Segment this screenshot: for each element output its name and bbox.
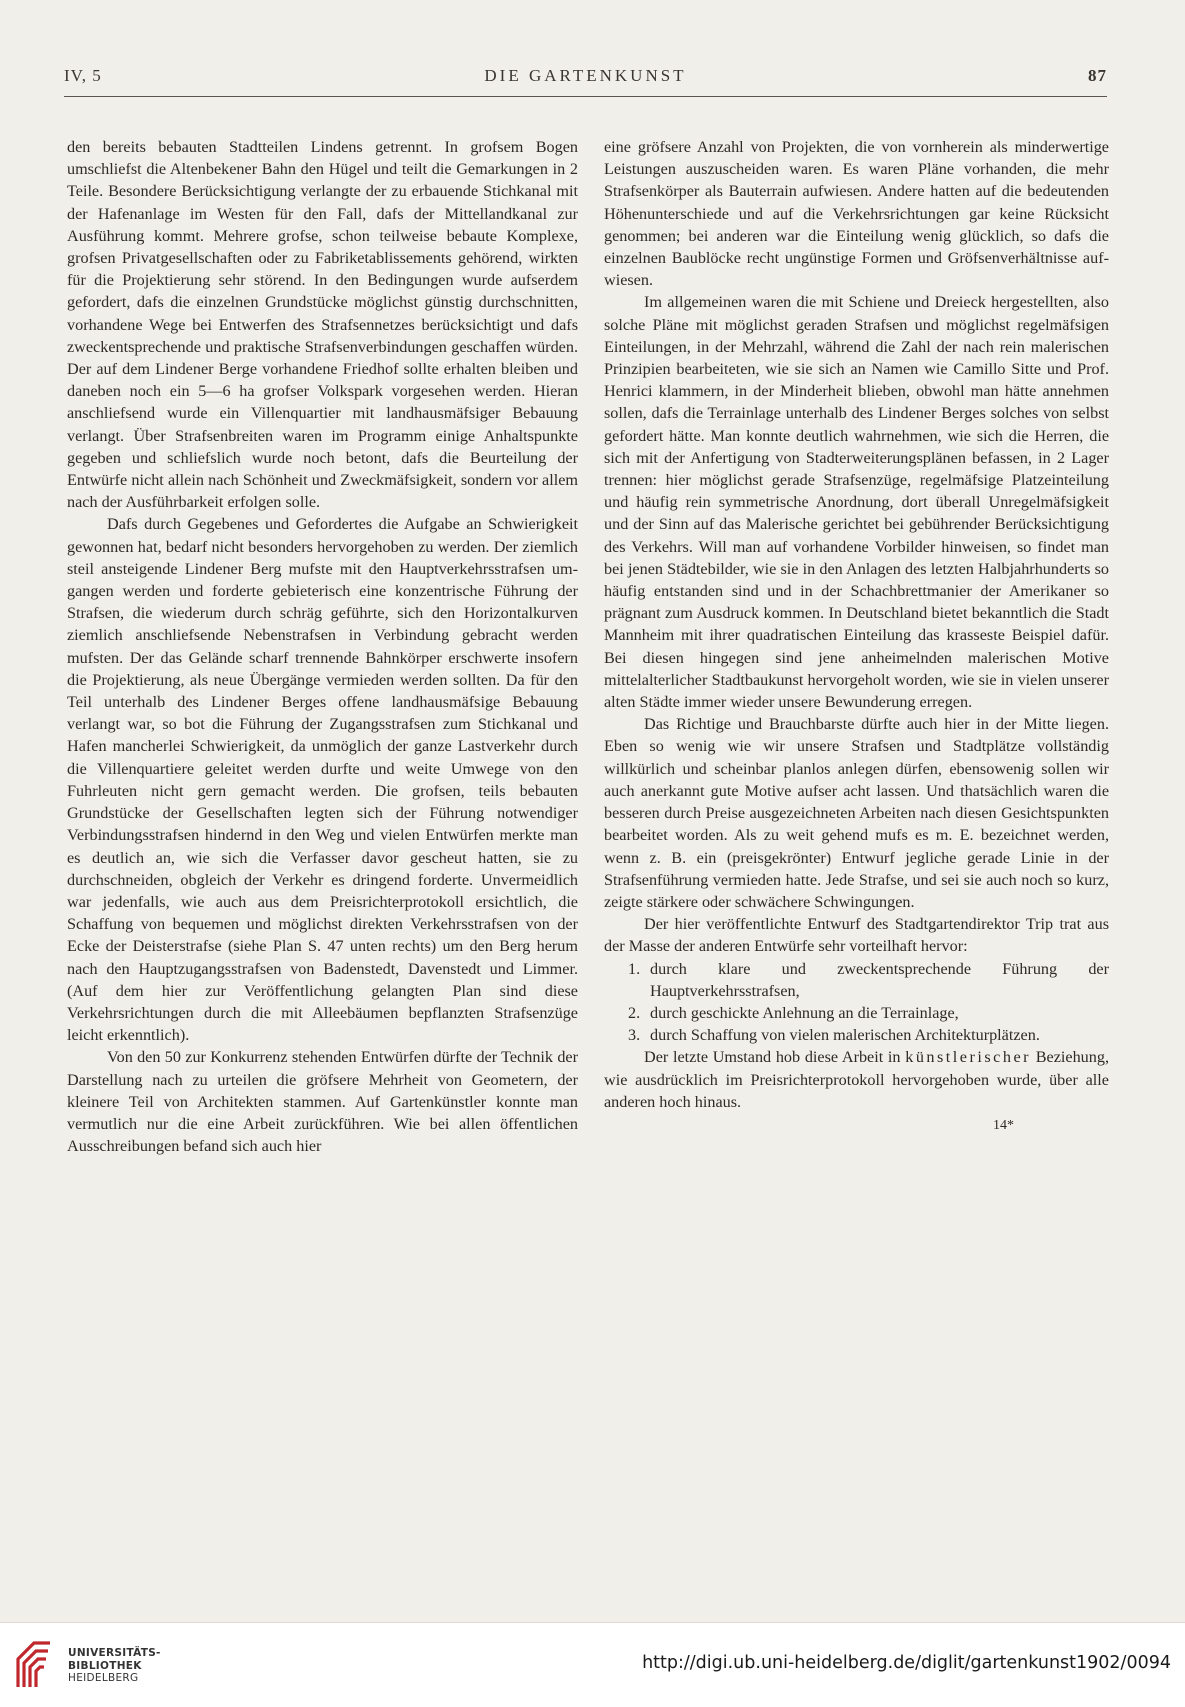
paragraph: den bereits bebauten Stadtteilen Lindens getrennt. In grofsem Bogen umschliefst die Altenbekener Bahn den Hügel und teilt die Gemarkungen in 2 Teile. Besondere Berücksichtigung verlangte der zu erbauende Stichkanal mit der Hafenanlage im Westen für den Fall, dafs der Mittellandkanal zur Ausführung kommt. Mehrere grofse, schon teilweise bebaute Komplexe, grofsen Privatgesellschaften oder zu Fabriketablissements gehörend, wirkten für die Projektierung sehr störend. In den Bedingungen wurde aufserdem gefordert, dafs die einzelnen Grundstücke möglichst günstig durchschnitten, vorhandene Wege bei Entwerfen des Strafsennetzes berücksichtigt und dafs zweckentsprechende und praktische Strafsenverbindungen geschaffen würden. Der auf dem Lindener Berge vorhandene Friedhof sollte erhalten bleiben und daneben noch ein 5—6 ha grofser Volkspark vorgesehen werden. Hieran anschliefsend wurde ein Villenquartier mit landhausmäfsiger Bebauung verlangt. Über Strafsenbreiten waren im Programm einige Anhaltspunkte gegeben und schliefslich wurde noch betont, dafs die Beurteilung der Entwürfe nicht allein nach Schönheit und Zweckmäfsigkeit, sondern vor allem nach der Ausführbarkeit erfolgen solle. <box>67 138 578 512</box>
header-rule <box>64 96 1107 97</box>
paragraph: Dafs durch Gegebenes und Gefordertes die Aufgabe an Schwierigkeit gewonnen hat, bedarf nicht besonders hervorgehoben zu werden. Der ziemlich steil ansteigende Lindener Berg mufste mit den Hauptverkehrsstrafsen umgangen werden und forderte gebieterisch eine konzentrische Führung der Strafsen, die wiederum durch schräg geführte, sich den Horizontalkurven ziemlich anschliefsende Nebenstrafsen in Verbindung gebracht werden mufsten. Der das Gelände scharf trennende Bahnkörper erschwerte insofern die Projektierung, als neue Übergänge vermieden werden sollten. Da für den Teil unterhalb des Lindener Berges offene landhausmäfsige Bebauung verlangt war, so bot die Führung der Zugangsstrafsen zum Stichkanal und Hafen mancherlei Schwierigkeit, da unmöglich der ganze Lastverkehr durch die Villenquartiere geleitet werden durfte und weite Umwege von den Fuhrleuten nicht gern gemacht werden. Die grofsen, teils bebauten Grundstücke der Gesellschaften legten sich der Führung notwendiger Verbindungsstrafsen hindernd in den Weg und vielen Entwürfen merkte man es deutlich an, wie sich die Verfasser davor gescheut hatten, sie zu durchschneiden, obgleich der Verkehr es dringend forderte. Unvermeidlich war jedenfalls, wie auch aus dem Preisrichterprotokoll ersichtlich, die Schaffung von bequemen und möglichst direkten Verkehrsstrafsen von der Ecke der Deisterstrafse (siehe Plan S. 47 unten rechts) um den Berg herum nach den Hauptzugangsstrafsen von Badenstedt, Davenstedt und Limmer. (Auf dem hier zur Veröffentlichung gelangten Plan sind diese Verkehrsrichtungen durch die mit Alleebäumen bepflanzten Strafsenzüge leicht erkenntlich). <box>67 515 578 1045</box>
paragraph: Im allgemeinen waren die mit Schiene und Dreieck hergestellten, also solche Pläne mit möglichst geraden Strafsen und möglichst regelmäfsigen Einteilungen, in der Mehrzahl, während die Zahl der nach rein malerischen Prinzipien bearbeiteten, wie sie sich an Namen wie Camillo Sitte und Prof. Henrici klammern, in der Minderheit blieben, obwohl man hätte annehmen sollen, dafs die Terrainlage unterhalb des Lindener Berges solches von selbst gefordert hätte. Man konnte deutlich wahrnehmen, wie sich die Herren, die sich mit der Anfertigung von Stadterweiterungsplänen befassen, in 2 Lager trennen: hier möglichst gerade Strafsenzüge, regelmäfsige Platzeinteilung und häufig rein symmetrische Anordnung, dort überall Unregelmäfsigkeit und der Sinn auf das Malerische gerichtet bei gebührender Berücksichtigung des Verkehrs. Will man auf vorhandene Vorbilder hinweisen, so findet man bei jenen Städtebilder, wie sie in den Anlagen des letzten Halbjahrhunderts so häufig entstanden sind und in der Schachbrettmanier der Amerikaner so prägnant zum Ausdruck kommen. In Deutschland bietet bekanntlich die Stadt Mannheim mit ihrer quadratischen Einteilung das krasseste Beispiel dafür. Bei diesen hingegen sind jene anheimelnden malerischen Motive mittelalterlicher Stadtbaukunst hervorgeholt worden, wie sie in vielen unserer alten Städte immer wieder unsere Bewunderung erregen. <box>604 293 1109 712</box>
library-name-line: BIBLIOTHEK <box>68 1659 142 1672</box>
list-text: durch Schaffung von vielen malerischen Architekturplätzen. <box>650 1026 1040 1045</box>
list-text: durch geschickte Anlehnung an die Terrainlage, <box>650 1003 959 1022</box>
text-run: Beziehung, wie ausdrücklich im Preisrichterprotokoll hervorgehoben wurde, über alle anderen hoch hinaus. <box>604 1048 1109 1111</box>
paragraph: eine gröfsere Anzahl von Projekten, die von vornherein als minderwertige Leistungen auszuscheiden waren. Es waren Pläne vorhanden, die mehr Strafsenkörper als Bauterrain aufwiesen. Andere hatten auf die bedeutenden Höhenunterschiede und auf die Verkehrsrichtungen gar keine Rücksicht genommen; bei anderen war die Einteilung wenig glücklich, so dafs die einzelnen Baublöcke recht ungünstige Formen und Gröfsenverhältnisse aufwiesen. <box>604 138 1109 290</box>
enumerated-list <box>604 958 1109 1047</box>
spaced-emphasis: künstlerischer <box>905 1048 1032 1067</box>
library-name-line: UNIVERSITÄTS- <box>68 1647 161 1659</box>
list-item <box>604 1024 1109 1046</box>
paragraph: Das Richtige und Brauchbarste dürfte auch hier in der Mitte liegen. Eben so wenig wie wir unsere Strafsen und Stadtplätze vollständig willkürlich und scheinbar planlos anlegen dürfen, ebensowenig sollen wir auch anerkannt gute Motive aufser acht lassen. Und thatsächlich waren die besseren durch Preise ausgezeichneten Arbeiten nach diesen Gesichtspunkten bearbeitet worden. Als zu weit gehend mufs es m. E. bezeichnet werden, wenn z. B. ein (preisgekrönter) Entwurf jegliche gerade Linie in der Strafsenführung vermieden hatte. Jede Strafse, und sei sie auch noch so kurz, zeigte stärkere oder schwächere Schwingungen. <box>604 715 1109 911</box>
paragraph: Der hier veröffentlichte Entwurf des Stadtgartendirektor Trip trat aus der Masse der anderen Entwürfe sehr vorteilhaft hervor: <box>604 915 1109 956</box>
library-name <box>68 1647 161 1685</box>
journal-title: DIE GARTENKUNST <box>484 66 687 85</box>
left-column <box>67 136 578 1157</box>
page-number: 87 <box>1088 66 1107 85</box>
signature-mark: 14* <box>993 1117 1014 1133</box>
list-item <box>604 958 1109 1002</box>
library-logo-icon <box>14 1637 62 1689</box>
list-number: 2. <box>628 1003 641 1022</box>
library-footer <box>0 1622 1185 1707</box>
paragraph: Von den 50 zur Konkurrenz stehenden Entwürfen dürfte der Technik der Darstellung nach zu urteilen die gröfsere Mehrheit von Geometern, der kleinere Teil von Architekten stammen. Auf Gartenkünstler konnte man vermutlich nur die eine Arbeit zurückführen. Wie bei allen öffentlichen Ausschreibungen befand sich auch hier <box>67 1048 578 1156</box>
paragraph <box>604 1046 1109 1113</box>
list-number: 1. <box>628 959 641 978</box>
running-header <box>64 60 1107 88</box>
source-url-link[interactable]: http://digi.ub.uni-heidelberg.de/diglit/gartenkunst1902/0094 <box>642 1653 1171 1673</box>
list-item <box>604 1002 1109 1024</box>
list-text: durch klare und zweckentsprechende Führung der Hauptverkehrsstrafsen, <box>650 959 1109 1000</box>
right-column <box>604 136 1109 1137</box>
issue-number: IV, 5 <box>64 66 102 85</box>
library-name-line: HEIDELBERG <box>68 1672 139 1684</box>
text-run: Der letzte Umstand hob diese Arbeit in <box>644 1048 906 1067</box>
list-number: 3. <box>628 1026 641 1045</box>
